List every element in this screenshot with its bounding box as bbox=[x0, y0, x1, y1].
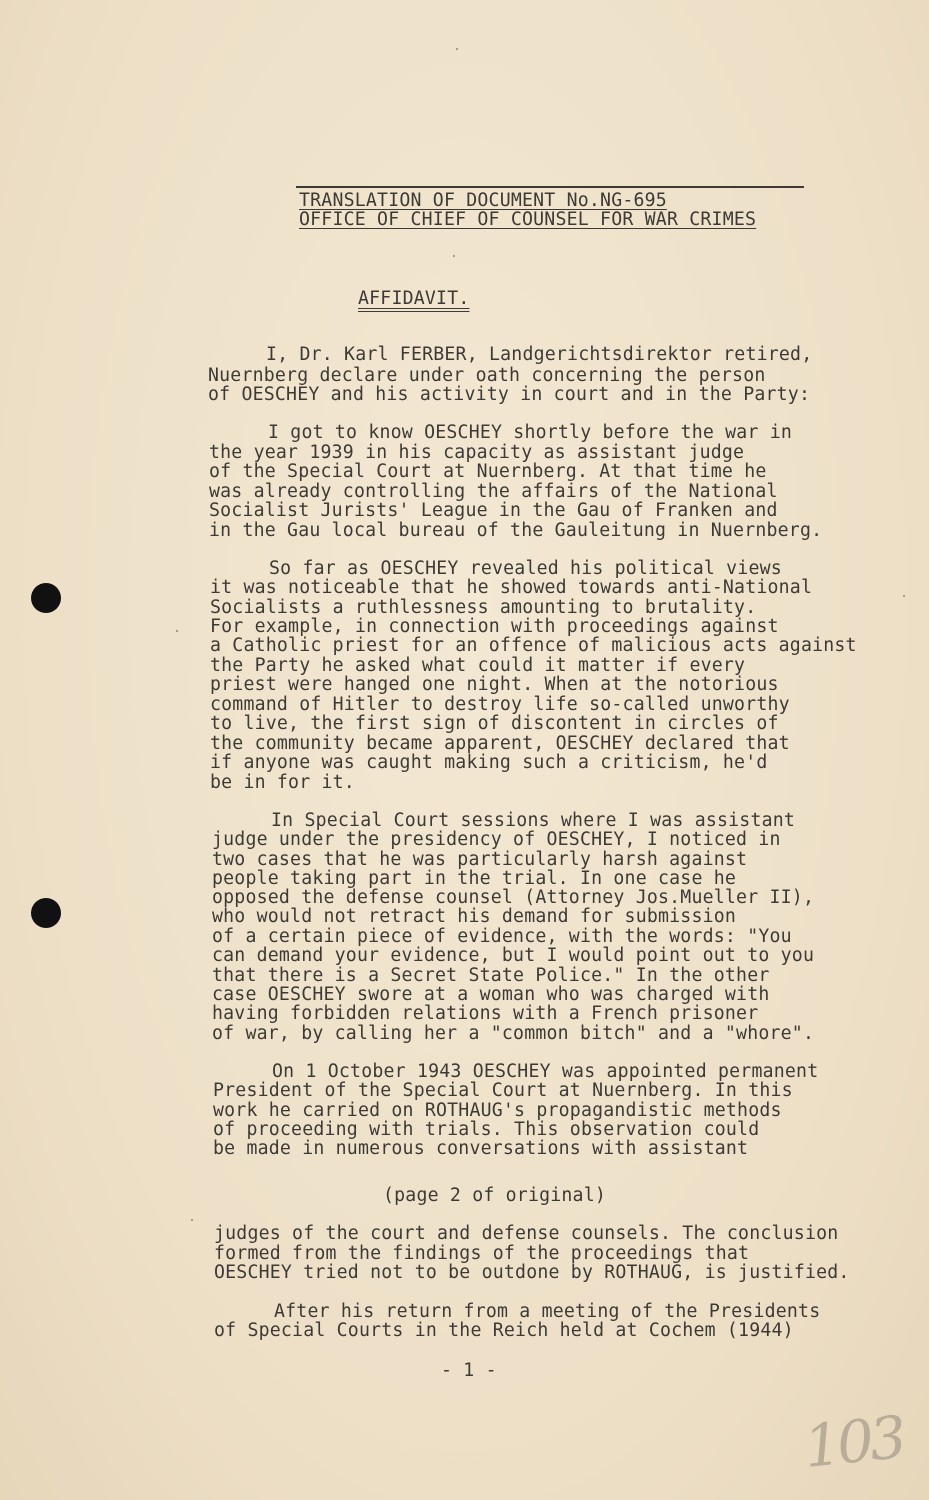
header-rule bbox=[296, 186, 804, 188]
paragraph-2-line-1: I got to know OESCHEY shortly before the war in bbox=[268, 422, 793, 443]
paragraph-4-line-7: of a certain piece of evidence, with the words: "You bbox=[212, 926, 792, 947]
paragraph-5-line-3: work he carried on ROTHAUG's propagandistic methods bbox=[213, 1100, 782, 1121]
paragraph-3-line-11: if anyone was caught making such a criticism, he'd bbox=[210, 752, 768, 773]
paragraph-4-line-8: can demand your evidence, but I would point out to you bbox=[212, 945, 815, 966]
paragraph-1-line-3: of OESCHEY and his activity in court and in the Party: bbox=[208, 384, 811, 405]
paragraph-2-line-2: the year 1939 in his capacity as assistant judge bbox=[209, 442, 745, 463]
continuation-1-line-2: formed from the findings of the proceedings that bbox=[214, 1243, 750, 1264]
paragraph-4-line-12: of war, by calling her a "common bitch" and a "whore". bbox=[212, 1023, 815, 1044]
page-number: - 1 - bbox=[441, 1360, 497, 1381]
original-page-marker: (page 2 of original) bbox=[383, 1185, 606, 1206]
paragraph-4-line-10: case OESCHEY swore at a woman who was charged with bbox=[212, 984, 770, 1005]
punch-hole-top bbox=[31, 583, 61, 613]
paper-speck bbox=[903, 595, 905, 597]
paragraph-5-line-5: be made in numerous conversations with assistant bbox=[213, 1138, 749, 1159]
paragraph-5-line-2: President of the Special Court at Nuernberg. In this bbox=[213, 1080, 793, 1101]
paragraph-3-line-6: the Party he asked what could it matter if every bbox=[210, 655, 746, 676]
paper-speck bbox=[456, 48, 458, 50]
paragraph-4-line-3: two cases that he was particularly harsh against bbox=[212, 849, 748, 870]
paragraph-4-line-1: In Special Court sessions where I was assistant bbox=[271, 810, 796, 831]
paragraph-4-line-11: having forbidden relations with a French prisoner bbox=[212, 1003, 759, 1024]
paragraph-3-line-2: it was noticeable that he showed towards anti-National bbox=[210, 577, 813, 598]
paragraph-4-line-2: judge under the presidency of OESCHEY, I noticed in bbox=[212, 829, 781, 850]
paragraph-2-line-3: of the Special Court at Nuernberg. At that time he bbox=[209, 461, 767, 482]
paragraph-1-line-2: Nuernberg declare under oath concerning the person bbox=[208, 365, 766, 386]
paper-speck bbox=[191, 1219, 193, 1221]
paragraph-5-line-4: of proceeding with trials. This observation could bbox=[213, 1119, 760, 1140]
paper-speck bbox=[176, 630, 178, 632]
handwritten-page-number: 103 bbox=[800, 1403, 907, 1481]
paragraph-3-line-3: Socialists a ruthlessness amounting to brutality. bbox=[210, 597, 757, 618]
continuation-2-line-1: After his return from a meeting of the Presidents bbox=[274, 1301, 821, 1322]
continuation-2-line-2: of Special Courts in the Reich held at Cochem (1944) bbox=[214, 1320, 794, 1341]
continuation-1-line-3: OESCHEY tried not to be outdone by ROTHAUG, is justified. bbox=[214, 1262, 850, 1283]
paragraph-5-line-1: On 1 October 1943 OESCHEY was appointed permanent bbox=[272, 1061, 819, 1082]
paragraph-1-line-1: I, Dr. Karl FERBER, Landgerichtsdirektor retired, bbox=[266, 344, 813, 365]
paragraph-3-line-8: command of Hitler to destroy life so-called unworthy bbox=[210, 694, 790, 715]
paragraph-3-line-10: the community became apparent, OESCHEY declared that bbox=[210, 733, 790, 754]
paragraph-3-line-1: So far as OESCHEY revealed his political views bbox=[269, 558, 782, 579]
paragraph-3-line-7: priest were hanged one night. When at the notorious bbox=[210, 674, 779, 695]
continuation-1-line-1: judges of the court and defense counsels. The conclusion bbox=[214, 1223, 839, 1244]
paragraph-3-line-12: be in for it. bbox=[210, 772, 355, 793]
paper-speck bbox=[453, 255, 455, 257]
paragraph-4-line-6: who would not retract his demand for submission bbox=[212, 906, 737, 927]
paragraph-3-line-5: a Catholic priest for an offence of malicious acts against bbox=[210, 635, 857, 656]
paragraph-4-line-9: that there is a Secret State Police." In the other bbox=[212, 965, 770, 986]
paragraph-2-line-4: was already controlling the affairs of the National bbox=[209, 481, 778, 502]
paragraph-4-line-5: opposed the defense counsel (Attorney Jos.Mueller II), bbox=[212, 887, 815, 908]
paragraph-3-line-9: to live, the first sign of discontent in circles of bbox=[210, 713, 779, 734]
paragraph-2-line-5: Socialist Jurists' League in the Gau of Franken and bbox=[209, 500, 778, 521]
header-line-1: TRANSLATION OF DOCUMENT No.NG-695 bbox=[299, 190, 667, 211]
punch-hole-bottom bbox=[31, 898, 61, 928]
document-title: AFFIDAVIT. bbox=[358, 288, 470, 309]
header-line-2: OFFICE OF CHIEF OF COUNSEL FOR WAR CRIMES bbox=[299, 209, 757, 230]
paragraph-2-line-6: in the Gau local bureau of the Gauleitung in Nuernberg. bbox=[209, 520, 823, 541]
paragraph-4-line-4: people taking part in the trial. In one case he bbox=[212, 868, 737, 889]
paragraph-3-line-4: For example, in connection with proceedings against bbox=[210, 616, 779, 637]
